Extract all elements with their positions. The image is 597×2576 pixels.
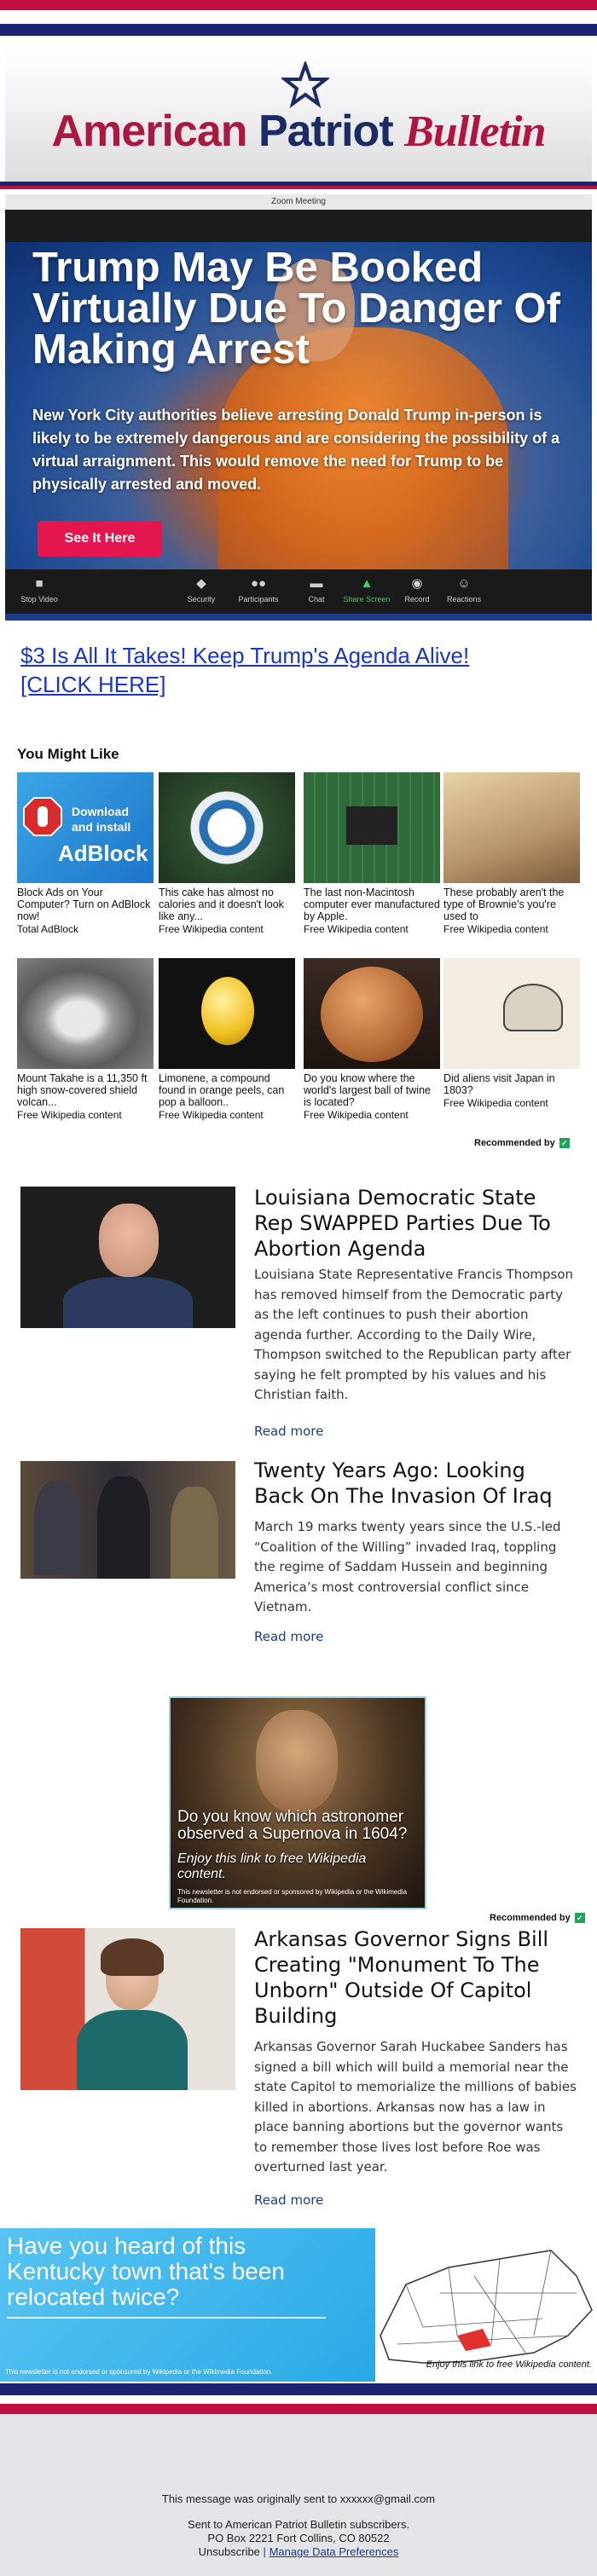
brand-word-3: Bulletin [404,107,546,156]
banner-divider [7,2317,326,2319]
recommended-by-label[interactable] [490,1913,585,1923]
card-title: This cake has almost no calories and it doesn't look like any... [159,887,284,922]
article-title[interactable]: Louisiana Democratic State Rep SWAPPED Parties Due To Abortion Agenda [254,1186,551,1261]
chip-shape [346,806,397,845]
recommendation-card[interactable] [17,958,154,1121]
donate-link[interactable] [20,641,583,699]
bottom-stripe-red [0,2404,597,2414]
article-title[interactable]: Arkansas Governor Signs Bill Creating "Monument To The Unborn" Outside Of Capitol Building [254,1927,549,2028]
zoom-toolbar [5,569,592,614]
card-source: Total AdBlock [17,923,79,935]
donate-link-line-1: $3 Is All It Takes! Keep Trump's Agenda Alive! [20,643,470,668]
manage-data-preferences-link[interactable]: Manage Data Preferences [269,2545,399,2558]
card-title: Block Ads on Your Computer? Turn on AdBlock now! [17,887,151,922]
toolbar-label: Participants [238,595,279,604]
banner-headline: Have you heard of this Kentucky town that's been relocated twice? [7,2232,285,2310]
recommended-by-text: Recommended by [490,1913,571,1923]
recommendation-card[interactable] [159,772,295,935]
footer-links [0,2545,597,2558]
recommendation-card[interactable] [443,772,580,935]
zoom-top-bar [5,210,592,242]
card-title: These probably aren't the type of Brownie's you're used to [443,887,565,922]
you-might-like-heading: You Might Like [17,746,119,762]
toolbar-stop-video[interactable] [14,569,65,614]
top-stripe-blue [0,24,597,36]
twine-ball-shape [321,967,423,1062]
recommendation-card[interactable] [304,772,440,935]
hero-body: New York City authorities believe arresting Donald Trump in-person is likely to be extremely dangerous and are considering the possibility of a virtual arraignment. This would remove the need for Trump to be physically arrested and moved. [32,407,560,493]
article-image[interactable] [20,1187,235,1328]
toolbar-chat[interactable] [295,569,338,614]
card-title: The last non-Macintosh computer ever manufactured by Apple. [304,887,440,922]
speaker-hair [101,1938,164,1976]
donate-link-line-2: [CLICK HERE] [20,672,166,697]
recommended-by-label[interactable] [474,1138,570,1148]
card-source: Free Wikipedia content [443,1097,548,1109]
toolbar-label: Security [187,595,216,604]
read-more-link[interactable]: Read more [254,2192,324,2208]
share-arrow-icon: ▲ [360,576,374,591]
footer-sent-to: This message was originally sent to xxxxxx@gmail.com [161,2492,436,2505]
card-title: Mount Takahe is a 11,350 ft high snow-covered shield volcan... [17,1072,148,1108]
banner-link-text: Enjoy this link to free Wikipedia content. [426,2359,592,2370]
figure-center [97,1476,150,1579]
twine-ball-image [304,958,440,1069]
adblock-ad-text-2: and install [72,820,131,834]
article-title[interactable]: Twenty Years Ago: Looking Back On The Invasion Of Iraq [254,1458,553,1508]
toolbar-label: Chat [308,595,325,604]
toolbar-share-screen[interactable] [339,569,394,614]
adblock-ad-text-1: Download [72,805,129,818]
kentucky-map-icon [372,2233,597,2378]
speaker-body [77,2010,188,2090]
recommendation-card[interactable] [304,958,440,1121]
ad-disclaimer: This newsletter is not endorsed or sponsored by Wikipedia or the Wikimedia Foundation. [177,1888,408,1904]
people-icon: ●● [250,576,267,591]
recommendation-card[interactable] [159,958,295,1121]
video-camera-icon: ■ [35,576,43,591]
portrait-head [99,1204,159,1277]
footer [0,2414,597,2576]
see-it-here-button[interactable]: See It Here [38,521,162,557]
wikipedia-ad-banner[interactable] [0,2228,597,2382]
footer-address: PO Box 2221 Fort Collins, CO 80522 [207,2532,390,2544]
hero-bottom-bar [5,614,592,621]
zoom-window-title: Zoom Meeting [5,194,592,210]
toolbar-security[interactable] [176,569,227,614]
article-body: Arkansas Governor Sarah Huckabee Sanders has signed a bill which will build a memorial near the state Capitol to memorialize the millions of babies killed in abortions. Arkansas now has a law in place banning abortions but the governor wants to remember those lives lost before Roe was overturned last year. [254,2039,577,2175]
card-title: Do you know where the world's largest ball of twine is located? [304,1072,431,1108]
brand-logo[interactable] [0,106,597,157]
figure-left [34,1481,80,1575]
portrait-suit [63,1277,193,1328]
brand-word-1: American [51,107,247,156]
ufo-shape [503,984,563,1031]
circuit-board-image [304,772,440,883]
unsubscribe-text[interactable]: Unsubscribe [198,2545,260,2558]
ad-subline: Enjoy this link to free Wikipedia content. [177,1851,367,1881]
card-source: Free Wikipedia content [443,923,548,935]
wikipedia-ad-square[interactable] [169,1696,426,1909]
banner-disclaimer: This newsletter is not endorsed or sponsored by Wikipedia or the Wikimedia Foundation. [5,2368,273,2376]
article-image[interactable] [20,1928,235,2090]
balloon-orange-image [159,958,295,1069]
brownie-illustration-image [443,772,580,883]
card-source: Free Wikipedia content [304,923,409,935]
chat-bubble-icon: ▬ [310,576,323,591]
read-more-link[interactable]: Read more [254,1424,324,1439]
toolbar-label: Record [404,595,430,604]
card-title: Limonene, a compound found in orange peels, can pop a balloon.. [159,1072,285,1108]
toolbar-label: Reactions [446,595,482,604]
astronomer-face [256,1710,338,1812]
card-title: Did aliens visit Japan in 1803? [443,1072,555,1096]
adblock-ad-text-3: AdBlock [58,840,148,866]
star-icon [281,61,329,109]
article-body: Louisiana State Representative Francis Thompson has removed himself from the Democratic party as the left continues to push their abortion agenda further. According to the Daily Wire, Thompson switched to the Republican party after saying he felt prompted by his values and his Christian faith. [254,1267,574,1402]
toolbar-record[interactable] [396,569,438,614]
japan-ufo-drawing-image [443,958,580,1069]
recommended-by-text: Recommended by [474,1138,555,1148]
brand-word-2: Patriot [258,107,393,156]
toolbar-reactions[interactable] [440,569,488,614]
toolbar-participants[interactable] [229,569,288,614]
toolbar-label: Stop Video [20,595,58,604]
footer-separator: | [263,2545,266,2558]
recommendation-card[interactable] [443,958,580,1109]
recommendation-card[interactable] [17,772,154,935]
shield-icon: ◆ [196,576,206,591]
header-stripe-red [0,186,597,189]
recommender-logo-icon: ✓ [575,1913,585,1923]
top-stripe-red [0,0,597,10]
article-image[interactable] [20,1461,235,1579]
record-icon: ◉ [411,576,423,591]
card-source: Free Wikipedia content [17,1109,122,1121]
article-body: March 19 marks twenty years since the U.S.-led “Coalition of the Willing” invaded Iraq, toppling the regime of Saddam Hussein and beginning America’s most controversial conflict since Vietnam. [254,1519,561,1614]
card-source: Free Wikipedia content [159,1109,264,1121]
adblock-ad-image [17,772,154,883]
ad-headline: Do you know which astronomer observed a Supernova in 1604? [177,1808,408,1843]
stop-hand-icon [22,796,63,837]
bottom-stripe-blue [0,2383,597,2395]
balloon-shape [201,977,254,1045]
top-stripe-white [0,10,597,17]
footer-subscribers: Sent to American Patriot Bulletin subscribers. [187,2518,410,2531]
toolbar-label: Share Screen [343,595,391,604]
volcano-aerial-image [17,958,154,1069]
cake-plate-image [159,772,295,883]
emoji-icon: ☺ [457,576,471,591]
bottom-stripe-white [0,2395,597,2404]
read-more-link[interactable]: Read more [254,1629,324,1644]
card-source: Free Wikipedia content [159,923,264,935]
card-source: Free Wikipedia content [304,1109,409,1121]
hero-title: Trump May Be Booked Virtually Due To Danger Of Making Arrest [32,245,560,373]
figure-right [171,1487,218,1579]
recommender-logo-icon: ✓ [559,1138,570,1148]
